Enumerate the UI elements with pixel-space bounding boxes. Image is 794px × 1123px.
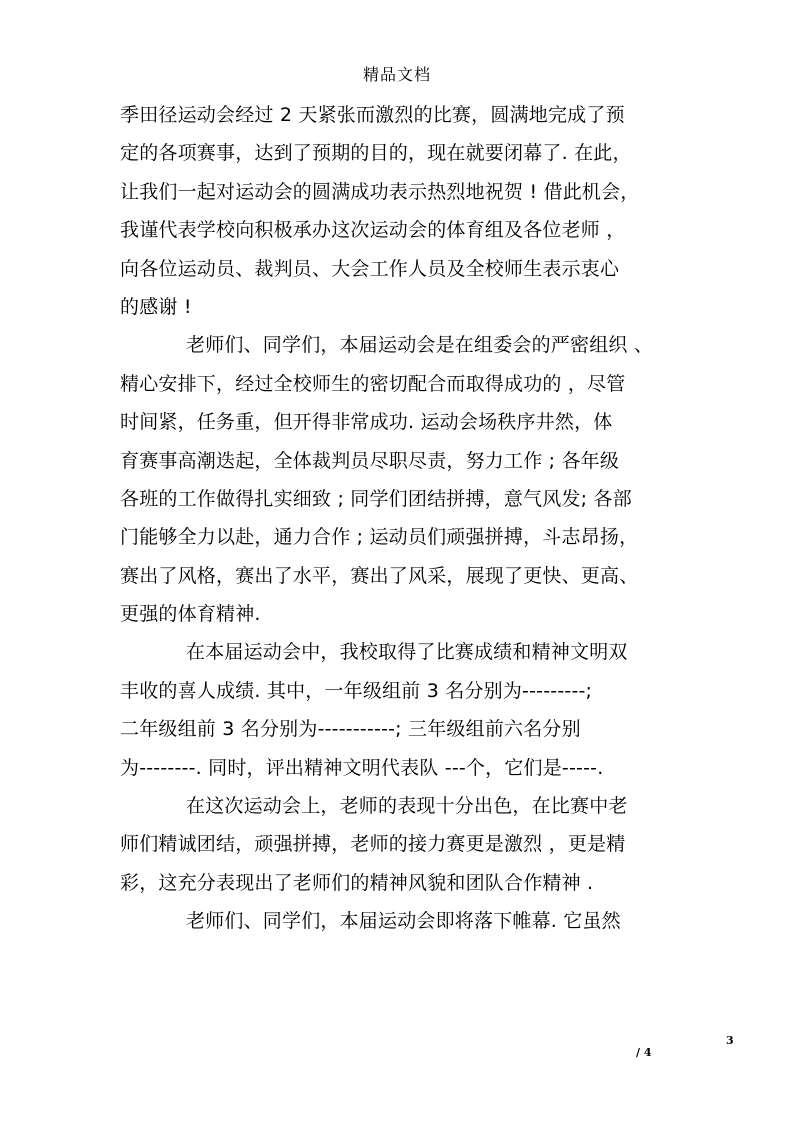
paragraph-start-line: 老师们、同学们，本届运动会即将落下帷幕. 它虽然 (186, 910, 621, 933)
text-line: 定的各项赛事，达到了预期的目的，现在就要闭幕了. 在此， (120, 142, 632, 165)
text-line: 为--------. 同时，评出精神文明代表队 ---个，它们是-----. (120, 756, 604, 779)
text-line: 时间紧，任务重，但开得非常成功. 运动会场秩序井然，体 (120, 411, 613, 434)
paragraph-start-line: 在本届运动会中，我校取得了比赛成绩和精神文明双 (186, 641, 628, 664)
page-total: / 4 (636, 1046, 652, 1059)
text-line: 我谨代表学校向积极承办这次运动会的体育组及各位老师 ， (120, 219, 626, 242)
document-body (120, 96, 680, 941)
text-line: 季田径运动会经过 2 天紧张而激烈的比赛，圆满地完成了预 (120, 104, 625, 126)
text-line: 赛出了风格，赛出了水平，赛出了风采，展现了更快、更高、 (120, 564, 639, 587)
paragraph-start-line: 老师们、同学们，本届运动会是在组委会的严密组织 、 (186, 334, 654, 357)
text-line: 各班的工作做得扎实细致 ; 同学们团结拼搏，意气风发; 各部 (120, 487, 632, 510)
text-line: 的感谢 ! (120, 295, 192, 318)
text-line: 门能够全力以赴，通力合作 ; 运动员们顽强拼搏，斗志昂扬， (120, 526, 639, 549)
text-line: 更强的体育精神. (120, 603, 261, 626)
text-line: 丰收的喜人成绩. 其中，一年级组前 3 名分别为---------; (120, 679, 593, 702)
text-line: 师们精诚团结，顽强拼搏，老师的接力赛更是激烈 ，更是精 (120, 833, 626, 856)
text-line: 二年级组前 3 名分别为-----------; 三年级组前六名分别 (120, 718, 581, 741)
page-header-title: 精品文档 (362, 65, 431, 84)
text-line: 让我们一起对运动会的圆满成功表示热烈地祝贺 ! 借此机会， (120, 180, 640, 203)
paragraph-start-line: 在这次运动会上，老师的表现十分出色，在比赛中老 (186, 795, 628, 818)
text-line: 精心安排下，经过全校师生的密切配合而取得成功的 ，尽管 (120, 372, 626, 395)
text-line: 向各位运动员、裁判员、大会工作人员及全校师生表示衷心 (120, 257, 620, 280)
text-line: 育赛事高潮迭起，全体裁判员尽职尽责，努力工作 ; 各年级 (120, 449, 620, 472)
page-number: 3 (726, 1034, 734, 1047)
text-line: 彩，这充分表现出了老师们的精神风貌和团队合作精神 . (120, 871, 594, 894)
